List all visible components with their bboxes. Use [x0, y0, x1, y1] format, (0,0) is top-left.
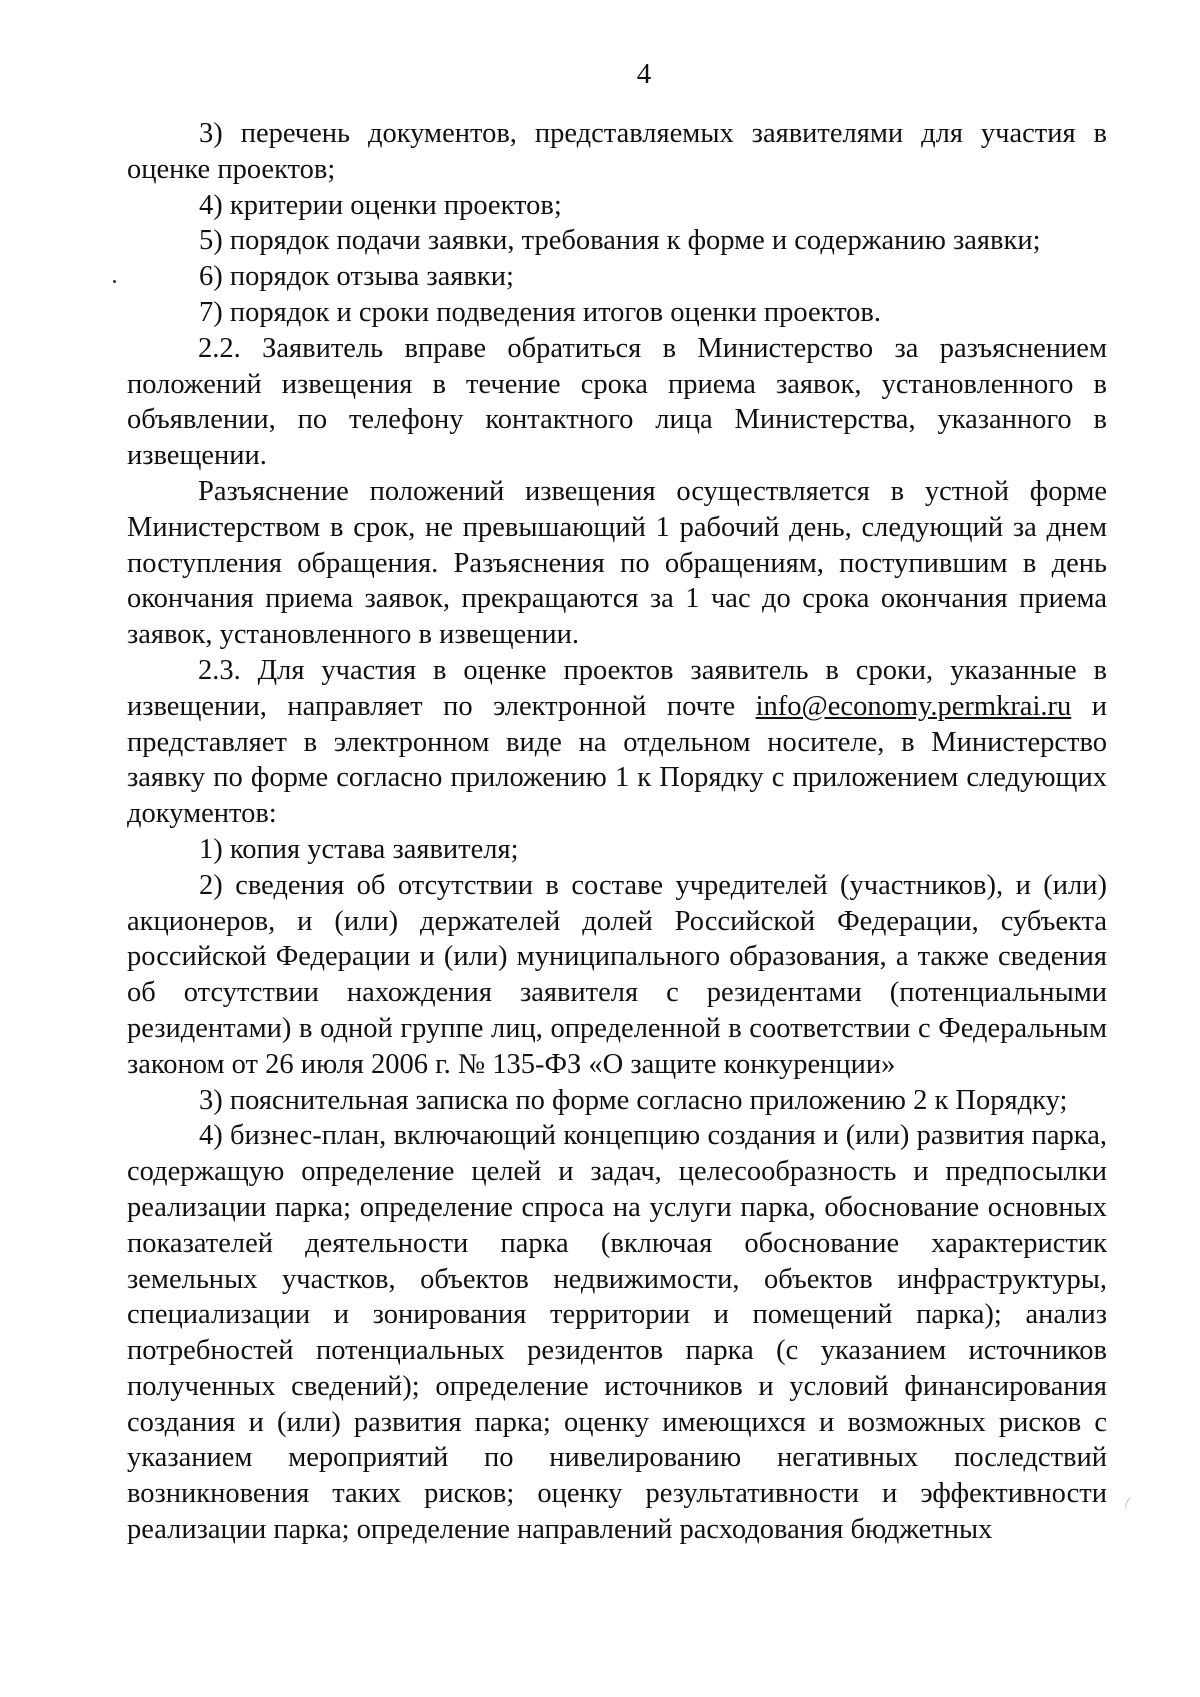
- list-item: 6) порядок отзыва заявки;: [199, 261, 514, 293]
- section-2-3-text-before: 2.3. Для участия в оценке проектов заявитель в сроки, указанные в извещении, направляет по электронной почте: [127, 654, 1107, 722]
- scan-artifact-dot: [113, 280, 116, 283]
- document-body: [127, 116, 1107, 1548]
- list-item: 1) копия устава заявителя;: [199, 833, 519, 865]
- page-number: 4: [636, 58, 652, 90]
- list-item: 2) сведения об отсутствии в составе учредителей (участников), и (или) акционеров, и (или) держателей долей Российской Федерации, субъекта российской Федерации и (или) муниципального образования, а также сведения об отсутствии нахождения заявителя с резидентами (потенциальными резидентами) в одной группе лиц, определенной в соответствии с Федеральным законом от 26 июля 2006 г. № 135-ФЗ «О защите конкуренции»: [127, 869, 1107, 1080]
- list-item: 5) порядок подачи заявки, требования к форме и содержанию заявки;: [199, 225, 1041, 257]
- list-item: 3) пояснительная записка по форме согласно приложению 2 к Порядку;: [199, 1084, 1068, 1116]
- section-2-2-paragraph: 2.2. Заявитель вправе обратиться в Министерство за разъяснением положений извещения в течение срока приема заявок, установленного в объявлении, по телефону контактного лица Министерства, указанного в извещении.: [127, 332, 1107, 472]
- section-2-3-text-after: и представляет в электронном виде на отдельном носителе, в Министерство заявку по форме согласно приложению 1 к Порядку с приложением следующих документов:: [127, 690, 1107, 830]
- scan-artifact-mark: [1124, 1496, 1135, 1512]
- section-2-3-paragraph: [127, 653, 1107, 832]
- clarification-paragraph: Разъяснение положений извещения осуществляется в устной форме Министерством в срок, не превышающий 1 рабочий день, следующий за днем поступления обращения. Разъяснения по обращениям, поступившим в день окончания приема заявок, прекращаются за 1 час до срока окончания приема заявок, установленного в извещении.: [127, 475, 1107, 651]
- list-item: 3) перечень документов, представляемых заявителями для участия в оценке проектов;: [127, 118, 1107, 185]
- list-item: 7) порядок и сроки подведения итогов оценки проектов.: [199, 296, 881, 328]
- list-item: 4) критерии оценки проектов;: [199, 189, 562, 221]
- list-item: 4) бизнес-план, включающий концепцию создания и (или) развития парка, содержащую определение целей и задач, целесообразность и предпосылки реализации парка; определение спроса на услуги парка, обоснование основных показателей деятельности парка (включая обоснование характеристик земельных участков, объектов недвижимости, объектов инфраструктуры, специализации и зонирования территории и помещений парка); анализ потребностей потенциальных резидентов парка (с указанием источников полученных сведений); определение источников и условий финансирования создания и (или) развития парка; оценку имеющихся и возможных рисков с указанием мероприятий по нивелированию негативных последствий возникновения таких рисков; оценку результативности и эффективности реализации парка; определение направлений расходования бюджетных: [127, 1120, 1107, 1546]
- email-link[interactable]: info@economy.permkrai.ru: [755, 690, 1072, 722]
